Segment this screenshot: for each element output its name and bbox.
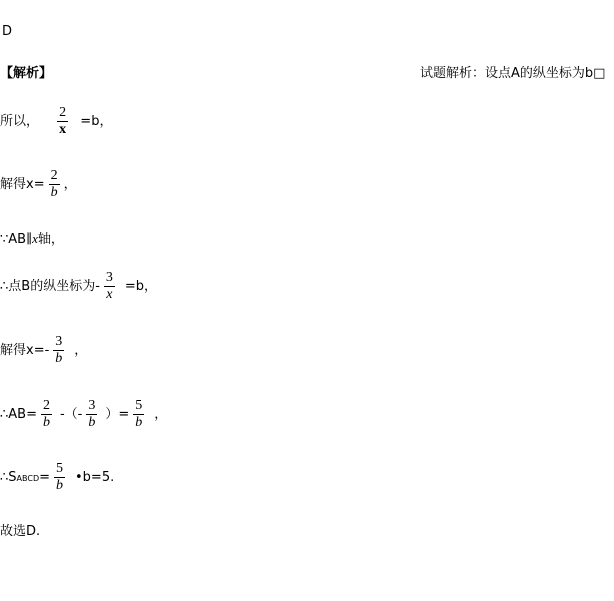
step-prefix: 解得x=: [0, 177, 45, 192]
step-area: [0, 461, 114, 494]
denominator: x: [106, 287, 113, 302]
area-result: •b=5.: [75, 470, 115, 485]
axis-suffix: 轴，: [37, 232, 64, 247]
step-parallel: [0, 228, 64, 247]
numerator: 5: [135, 398, 143, 413]
step-prefix: ∴AB=: [0, 407, 37, 422]
because-ab: ∵AB: [0, 232, 27, 247]
step-suffix: ，: [154, 407, 168, 422]
equals-sign: =: [39, 470, 51, 485]
step-solve-x1: [0, 168, 77, 201]
fraction-3-over-x: [104, 270, 115, 303]
numerator: 5: [56, 461, 64, 476]
numerator: 2: [42, 398, 50, 413]
conclusion: 故选D.: [0, 524, 41, 539]
fraction-3-over-b: [53, 334, 64, 367]
step-ab-length: [0, 398, 167, 431]
area-prefix: ∴S: [0, 470, 17, 485]
close-paren-equals: ）=: [105, 407, 130, 422]
denominator: x: [59, 122, 67, 137]
step-prefix: 所以，: [0, 114, 40, 129]
analysis-heading: 【解析】: [0, 66, 53, 81]
denominator: b: [42, 415, 50, 430]
denominator: b: [55, 351, 63, 366]
step-prefix: ∴点B的纵坐标为-: [0, 279, 100, 294]
answer-label: D: [2, 24, 13, 39]
fraction-2-over-b: [49, 168, 60, 201]
fraction-2-over-b: [41, 398, 52, 431]
area-subscript: ABCD: [16, 474, 40, 483]
x-axis-var: x: [32, 231, 38, 246]
numerator: 2: [59, 105, 67, 120]
fraction-5-over-b: [54, 461, 65, 494]
step-therefore-ratio: [0, 105, 112, 138]
fraction-3-over-b: [86, 398, 97, 431]
fraction-2-over-x: [57, 105, 68, 138]
parallel-symbol: ∥: [26, 231, 33, 246]
denominator: b: [56, 478, 64, 493]
step-suffix: ，: [74, 343, 88, 358]
numerator: 3: [88, 398, 96, 413]
step-prefix: 解得x=-: [0, 343, 50, 358]
denominator: b: [135, 415, 143, 430]
denominator: b: [50, 185, 58, 200]
numerator: 3: [55, 334, 63, 349]
numerator: 3: [105, 270, 113, 285]
step-suffix: ，: [63, 177, 77, 192]
step-suffix: =b，: [124, 279, 158, 294]
denominator: b: [88, 415, 96, 430]
minus-open-paren: -（-: [59, 407, 83, 422]
analysis-intro: 试题解析：设点A的纵坐标为b□: [420, 66, 606, 81]
fraction-5-over-b: [133, 398, 144, 431]
numerator: 2: [50, 168, 58, 183]
step-point-b: [0, 270, 157, 303]
step-solve-x2: [0, 334, 87, 367]
step-suffix: =b，: [80, 114, 113, 129]
